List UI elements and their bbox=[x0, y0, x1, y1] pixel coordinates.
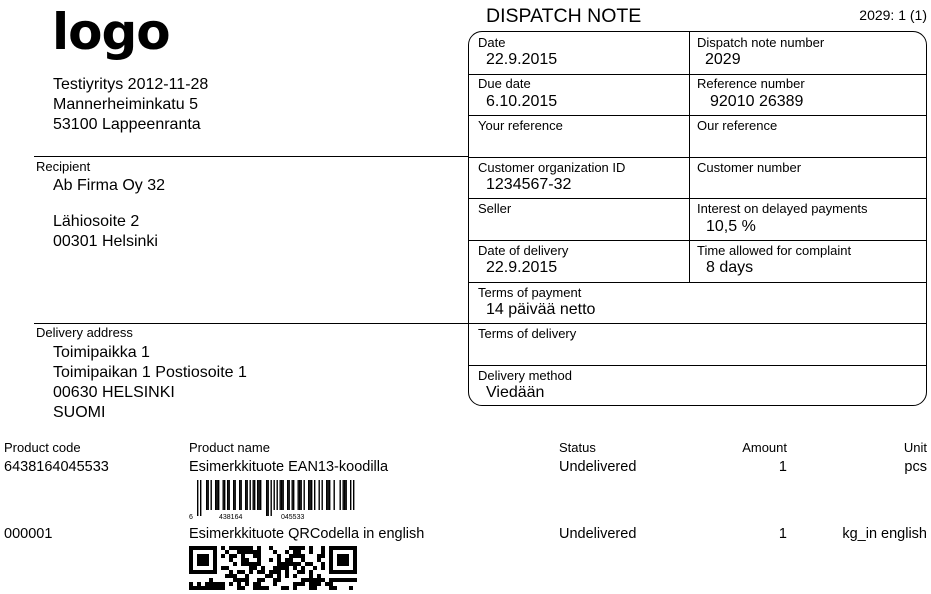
customer-org-id-value: 1234567-32 bbox=[486, 176, 572, 193]
delivery-address bbox=[53, 343, 247, 423]
sender-address bbox=[53, 75, 208, 135]
ean13-barcode bbox=[189, 480, 359, 520]
info-box bbox=[468, 31, 927, 406]
delivery-address-line: Toimipaikka 1 bbox=[53, 344, 150, 361]
product-name: Esimerkkituote EAN13-koodilla bbox=[189, 459, 389, 475]
product-amount: 1 bbox=[778, 459, 787, 475]
recipient-street: Lähiosoite 2 bbox=[53, 213, 140, 230]
due-date-value: 6.10.2015 bbox=[486, 93, 558, 110]
delivery-address-line: 00630 HELSINKI bbox=[53, 384, 175, 401]
row-divider bbox=[469, 74, 926, 75]
due-date-label: Due date bbox=[478, 76, 531, 91]
complaint-time-label: Time allowed for complaint bbox=[697, 243, 852, 258]
dispatch-number-value: 2029 bbox=[705, 51, 741, 68]
sender-line: 53100 Lappeenranta bbox=[53, 116, 201, 133]
date-value: 22.9.2015 bbox=[486, 51, 558, 68]
product-status: Undelivered bbox=[559, 459, 637, 475]
svg-text:438164: 438164 bbox=[219, 514, 243, 520]
svg-text:045533: 045533 bbox=[281, 514, 305, 520]
terms-of-delivery-label: Terms of delivery bbox=[478, 326, 577, 341]
interest-value: 10,5 % bbox=[706, 218, 756, 235]
product-code: 6438164045533 bbox=[4, 459, 109, 475]
terms-of-payment-value: 14 päivää netto bbox=[486, 301, 596, 318]
our-reference-label: Our reference bbox=[697, 118, 778, 133]
recipient-address bbox=[53, 176, 165, 252]
delivery-address-line: SUOMI bbox=[53, 404, 106, 421]
seller-label: Seller bbox=[478, 201, 512, 216]
recipient-name: Ab Firma Oy 32 bbox=[53, 177, 166, 194]
row-divider bbox=[469, 198, 926, 199]
page-number: 2029: 1 (1) bbox=[859, 7, 927, 23]
column-divider bbox=[689, 32, 690, 282]
product-amount: 1 bbox=[778, 526, 787, 542]
your-reference-label: Your reference bbox=[478, 118, 563, 133]
col-header-amount: Amount bbox=[742, 440, 787, 455]
product-unit: kg_in english bbox=[842, 526, 927, 542]
customer-number-label: Customer number bbox=[697, 160, 802, 175]
sender-line: Testiyritys 2012-11-28 bbox=[53, 76, 209, 93]
divider bbox=[34, 156, 468, 157]
recipient-city: 00301 Helsinki bbox=[53, 233, 158, 250]
dispatch-number-label: Dispatch note number bbox=[697, 35, 825, 50]
col-header-code: Product code bbox=[4, 440, 81, 455]
reference-number-value: 92010 26389 bbox=[710, 93, 804, 110]
sender-line: Mannerheiminkatu 5 bbox=[53, 96, 198, 113]
date-of-delivery-label: Date of delivery bbox=[478, 243, 569, 258]
row-divider bbox=[469, 115, 926, 116]
col-header-status: Status bbox=[559, 440, 596, 455]
divider bbox=[34, 323, 468, 324]
product-name: Esimerkkituote QRCodella in english bbox=[189, 526, 425, 542]
terms-of-payment-label: Terms of payment bbox=[478, 285, 582, 300]
product-status: Undelivered bbox=[559, 526, 637, 542]
customer-org-id-label: Customer organization ID bbox=[478, 160, 626, 175]
row-divider bbox=[469, 157, 926, 158]
qr-code bbox=[189, 546, 357, 590]
recipient-label: Recipient bbox=[36, 159, 91, 174]
interest-label: Interest on delayed payments bbox=[697, 201, 868, 216]
date-of-delivery-value: 22.9.2015 bbox=[486, 259, 558, 276]
delivery-address-label: Delivery address bbox=[36, 325, 133, 340]
row-divider bbox=[469, 323, 926, 324]
svg-text:6: 6 bbox=[189, 514, 193, 520]
row-divider bbox=[469, 240, 926, 241]
delivery-method-value: Viedään bbox=[486, 384, 545, 401]
delivery-method-label: Delivery method bbox=[478, 368, 572, 383]
row-divider bbox=[469, 365, 926, 366]
date-label: Date bbox=[478, 35, 506, 50]
row-divider bbox=[469, 282, 926, 283]
reference-number-label: Reference number bbox=[697, 76, 805, 91]
delivery-address-line: Toimipaikan 1 Postiosoite 1 bbox=[53, 364, 247, 381]
col-header-name: Product name bbox=[189, 440, 270, 455]
col-header-unit: Unit bbox=[903, 440, 927, 455]
product-code: 000001 bbox=[4, 526, 53, 542]
complaint-time-value: 8 days bbox=[706, 259, 754, 276]
product-unit: pcs bbox=[904, 459, 927, 475]
document-title: DISPATCH NOTE bbox=[486, 5, 642, 27]
company-logo: logo bbox=[52, 3, 170, 61]
